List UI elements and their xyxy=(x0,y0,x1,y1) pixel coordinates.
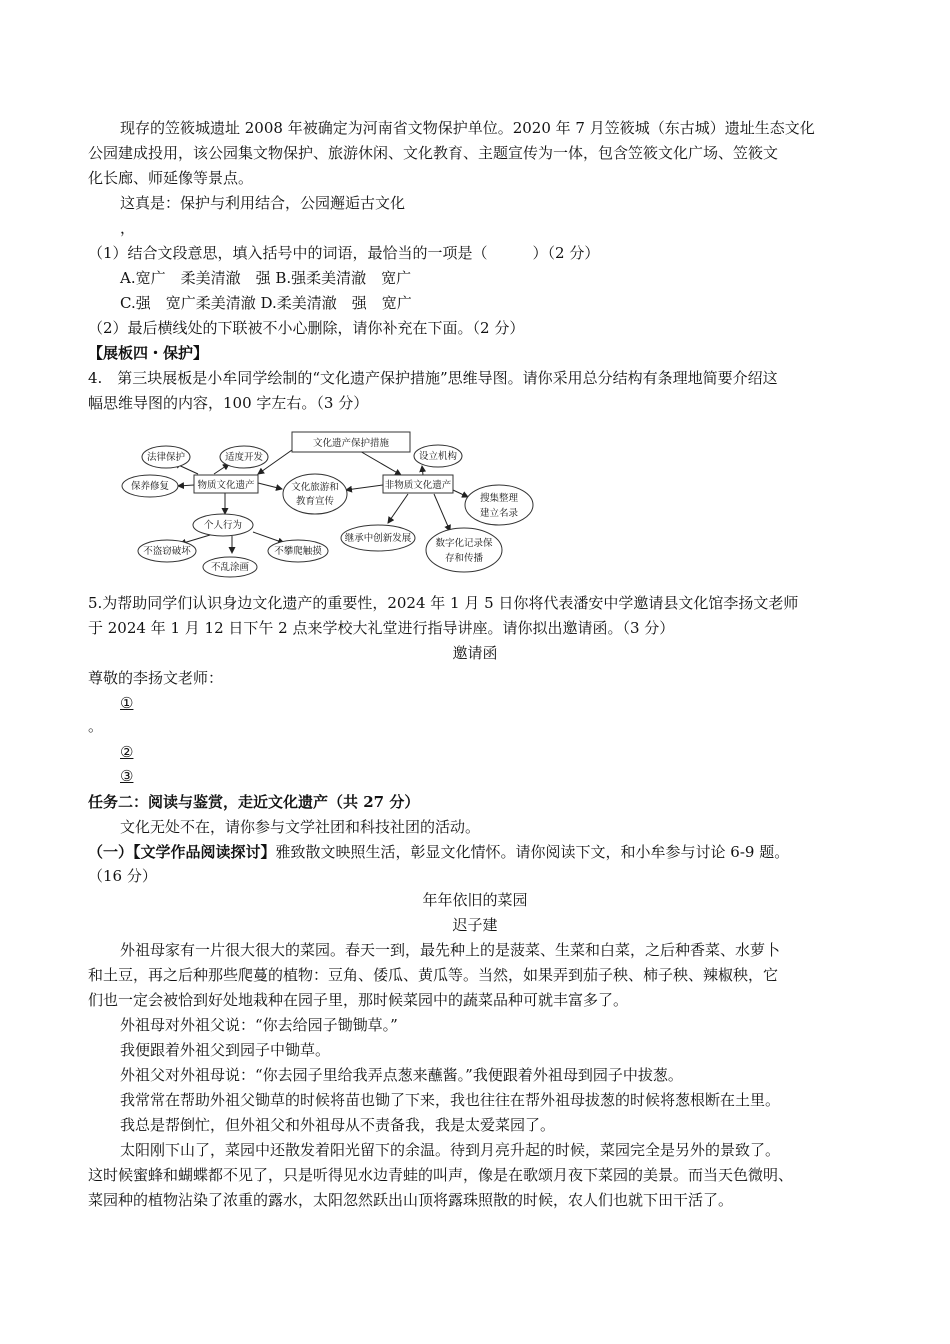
article-line: 们也一定会被恰到好处地栽种在园子里，那时候菜园中的蔬菜品种可就丰富多了。 xyxy=(88,991,629,1009)
mind-map-nosteal-label: 不盗窃破坏 xyxy=(143,546,191,557)
article-title: 年年依旧的菜园 xyxy=(422,891,528,909)
invitation-title: 邀请函 xyxy=(452,644,498,662)
article-author: 迟子建 xyxy=(452,916,498,934)
mind-map-collect-label: 建立名录 xyxy=(479,508,519,519)
mind-map-nograffiti-label: 不乱涂画 xyxy=(210,562,250,573)
panel-4-heading: 【展板四・保护】 xyxy=(88,344,209,362)
mind-map-collect-label: 搜集整理 xyxy=(479,493,519,504)
mind-map-digital-label: 存和传播 xyxy=(444,553,484,564)
invitation-period: 。 xyxy=(88,717,104,735)
question-5-line: 5.为帮助同学们认识身边文化遗产的重要性，2024 年 1 月 5 日你将代表潘安中学邀请县文化馆李扬文老师 xyxy=(88,594,799,612)
article-line: 外祖母家有一片很大很大的菜园。春天一到，最先种上的是菠菜、生菜和白菜，之后种香菜、水萝卜 xyxy=(120,941,781,959)
invitation-greeting: 尊敬的李扬文老师： xyxy=(88,669,224,687)
mind-map-digital-node xyxy=(426,528,502,572)
intro-paragraph-line: 化长廊、师延像等景点。 xyxy=(88,169,254,187)
mind-map-digital-label: 数字化记录保 xyxy=(435,538,493,549)
mind-map-collect-node xyxy=(465,485,533,525)
mind-map-law-label: 法律保护 xyxy=(146,452,186,463)
question-1-stem: （1）结合文段意思，填入括号中的词语，最恰当的一项是（ ）（2 分） xyxy=(88,244,600,262)
article-line: 我常常在帮助外祖父锄草的时候将苗也锄了下来，我也往往在帮外祖母拔葱的时候将葱根断在土里。 xyxy=(120,1091,781,1109)
couplet-blank-line: ， xyxy=(120,219,136,237)
invitation-blank-1: ① xyxy=(120,694,134,712)
section-1-heading xyxy=(88,842,789,862)
section-1-text: 雅致散文映照生活，彰显文化情怀。请你阅读下文，和小牟参与讨论 6-9 题。 xyxy=(275,843,790,861)
article-line: 我便跟着外祖父到园子中锄草。 xyxy=(120,1041,331,1059)
mind-map-inherit-label: 继承中创新发展 xyxy=(344,533,412,544)
mind-map-dev-label: 适度开发 xyxy=(224,452,264,463)
question-5-line: 于 2024 年 1 月 12 日下午 2 点来学校大礼堂进行指导讲座。请你拟出邀请函。（3 分） xyxy=(88,619,675,637)
mind-map-org-label: 设立机构 xyxy=(418,451,458,462)
mind-map-material-label: 物质文化遗产 xyxy=(197,480,255,491)
mind-map-center-node xyxy=(283,474,347,514)
article-line: 外祖父对外祖母说：“你去园子里给我弄点葱来蘸酱。”我便跟着外祖母到园子中拔葱。 xyxy=(120,1066,683,1084)
mind-map-center-label: 文化旅游和 xyxy=(291,482,339,493)
article-line: 和土豆，再之后种那些爬蔓的植物：豆角、倭瓜、黄瓜等。当然，如果弄到茄子秧、柿子秧、辣椒秧，它 xyxy=(88,966,779,984)
mind-map-noclimb-label: 不攀爬触摸 xyxy=(274,546,322,557)
task-2-heading: 任务二：阅读与鉴赏，走近文化遗产（共 27 分） xyxy=(88,793,420,811)
question-1-options-ab: A.宽广 柔美清澈 强 B.强柔美清澈 宽广 xyxy=(120,269,412,287)
mind-map-root-label: 文化遗产保护措施 xyxy=(312,438,390,449)
article-line: 菜园种的植物沾染了浓重的露水，太阳忽然跃出山顶将露珠照散的时候，农人们也就下田干活了。 xyxy=(88,1191,734,1209)
mind-map-repair-label: 保养修复 xyxy=(130,481,170,492)
invitation-blank-2: ② xyxy=(120,743,134,761)
intro-paragraph-line: 公园建成投用，该公园集文物保护、旅游休闲、文化教育、主题宣传为一体，包含笠筱文化广场、笠筱文 xyxy=(88,144,779,162)
couplet-line: 这真是：保护与利用结合，公园邂逅古文化 xyxy=(120,194,406,212)
section-1-score: （16 分） xyxy=(88,867,157,885)
question-4-line: 幅思维导图的内容，100 字左右。（3 分） xyxy=(88,394,369,412)
article-line: 太阳刚下山了，菜园中还散发着阳光留下的余温。待到月亮升起的时候，菜园完全是另外的景致了。 xyxy=(120,1141,781,1159)
mind-map-personal-label: 个人行为 xyxy=(203,520,243,531)
mind-map-diagram xyxy=(118,428,538,580)
intro-paragraph-line: 现存的笠筱城遗址 2008 年被确定为河南省文物保护单位。2020 年 7 月笠筱城（东古城）遗址生态文化 xyxy=(120,119,815,137)
mind-map-center-label: 教育宣传 xyxy=(295,496,335,507)
question-2-stem: （2）最后横线处的下联被不小心删除，请你补充在下面。（2 分） xyxy=(88,319,525,337)
task-2-intro: 文化无处不在，请你参与文学社团和科技社团的活动。 xyxy=(120,818,481,836)
question-1-options-cd: C.强 宽广柔美清澈 D.柔美清澈 强 宽广 xyxy=(120,294,412,312)
article-line: 这时候蜜蜂和蝴蝶都不见了，只是听得见水边青蛙的叫声，像是在歌颂月夜下菜园的美景。而当天色微明、 xyxy=(88,1166,794,1184)
article-line: 我总是帮倒忙，但外祖父和外祖母从不责备我，我是太爱菜园了。 xyxy=(120,1116,556,1134)
invitation-blank-3: ③ xyxy=(120,767,134,785)
section-1-label: （一）【文学作品阅读探讨】 xyxy=(88,843,276,861)
question-4-line: 4. 第三块展板是小牟同学绘制的“文化遗产保护措施”思维导图。请你采用总分结构有条理地简要介绍这 xyxy=(88,369,778,387)
article-line: 外祖母对外祖父说：“你去给园子锄锄草。” xyxy=(120,1016,398,1034)
mind-map-nonmaterial-label: 非物质文化遗产 xyxy=(384,480,452,491)
